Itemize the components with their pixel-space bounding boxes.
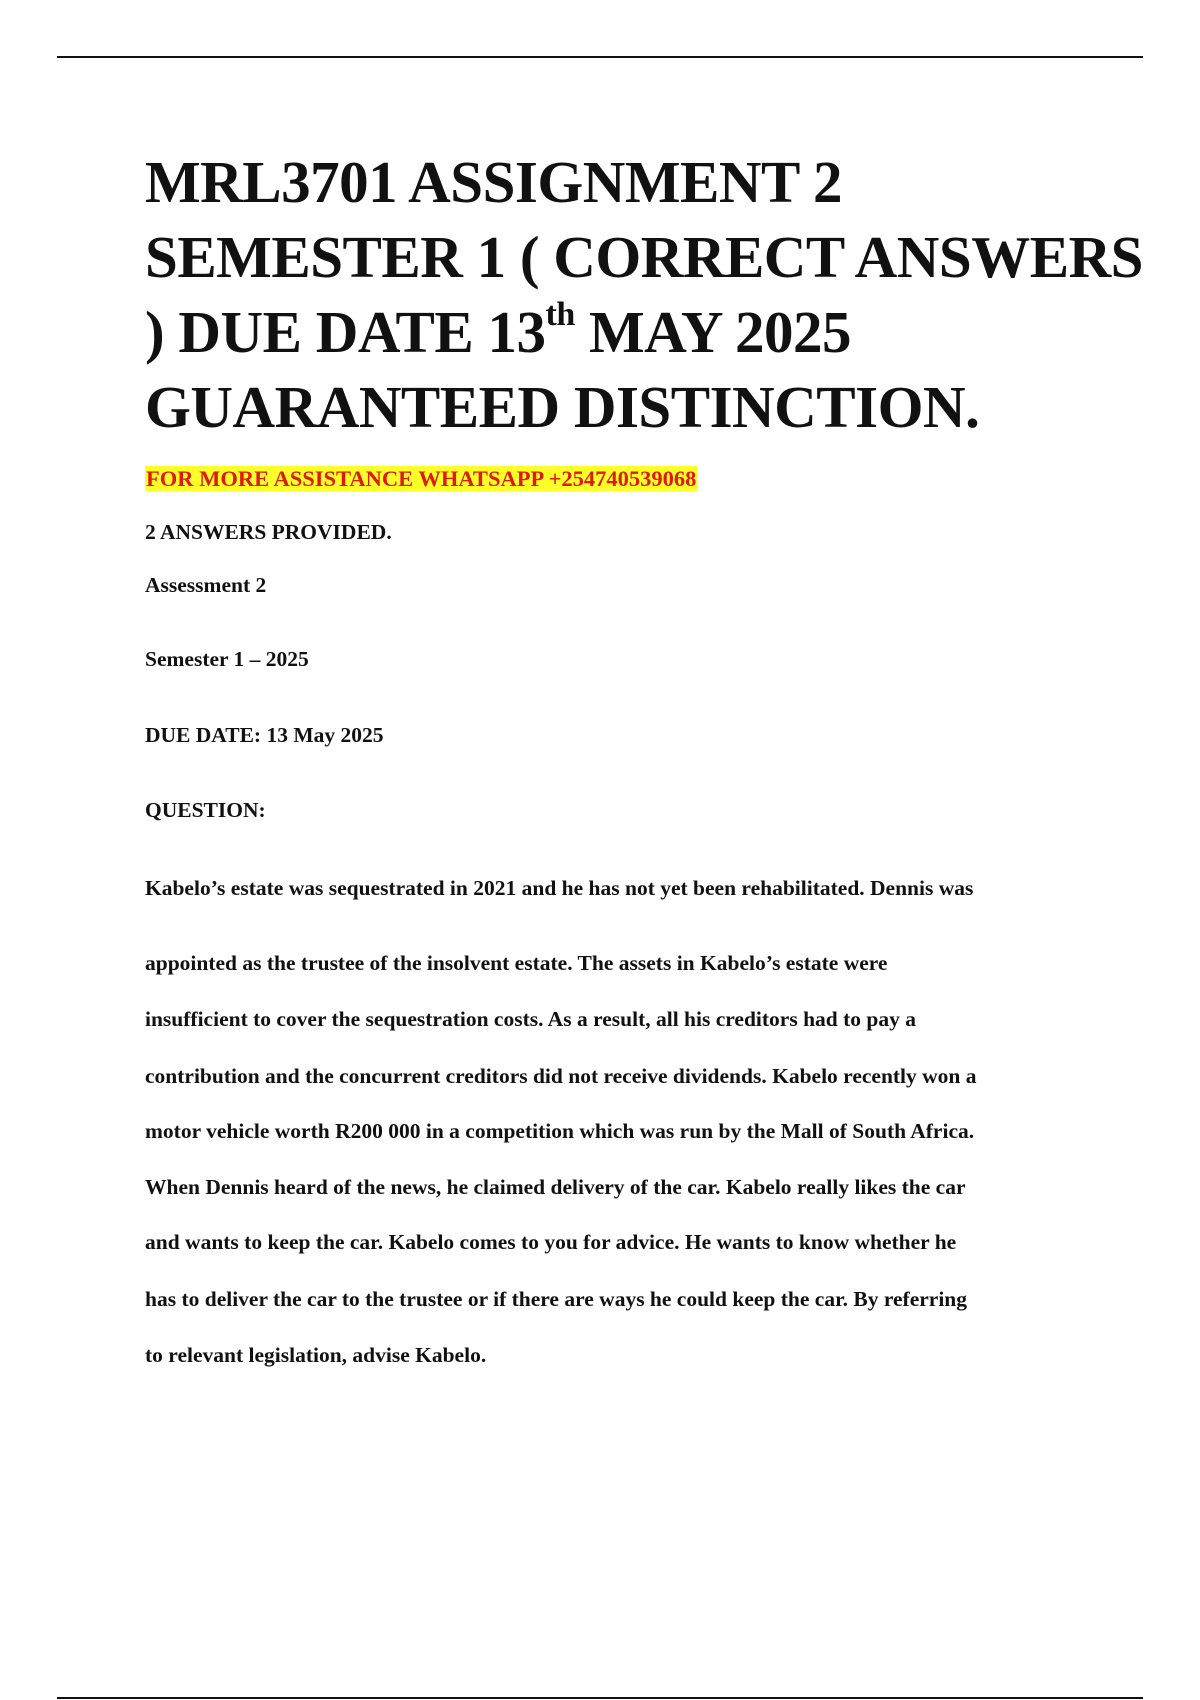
question-line: to relevant legislation, advise Kabelo. — [145, 1343, 487, 1367]
question-line: and wants to keep the car. Kabelo comes to you for advice. He wants to know whether he — [145, 1230, 957, 1254]
question-line: motor vehicle worth R200 000 in a competition which was run by the Mall of South Africa. — [145, 1119, 975, 1143]
title-text-part1: MRL3701 ASSIGNMENT 2 SEMESTER 1 ( CORRECT ANSWERS ) DUE DATE 13 — [145, 149, 1143, 365]
top-rule — [57, 56, 1143, 58]
answers-provided: 2 ANSWERS PROVIDED. — [145, 520, 392, 544]
assessment-label: Assessment 2 — [145, 573, 267, 597]
title-superscript: th — [545, 296, 575, 334]
question-line: appointed as the trustee of the insolvent estate. The assets in Kabelo’s estate were — [145, 951, 888, 975]
question-line: has to deliver the car to the trustee or if there are ways he could keep the car. By referring — [145, 1287, 968, 1311]
document-title — [145, 145, 1155, 445]
question-line: contribution and the concurrent creditors did not receive dividends. Kabelo recently won a — [145, 1064, 977, 1088]
title-text-part2: MAY 2025 GUARANTEED DISTINCTION. — [145, 299, 980, 440]
question-line: insufficient to cover the sequestration costs. As a result, all his creditors had to pay a — [145, 1007, 916, 1031]
assistance-line — [145, 465, 697, 492]
question-line: When Dennis heard of the news, he claimed delivery of the car. Kabelo really likes the car — [145, 1175, 966, 1199]
semester-label: Semester 1 – 2025 — [145, 647, 309, 671]
assistance-highlight: FOR MORE ASSISTANCE WHATSAPP +254740539068 — [146, 466, 697, 491]
question-line: Kabelo’s estate was sequestrated in 2021 and he has not yet been rehabilitated. Dennis was — [145, 876, 974, 900]
question-heading: QUESTION: — [145, 798, 266, 822]
due-date: DUE DATE: 13 May 2025 — [145, 723, 384, 747]
bottom-rule — [57, 1697, 1143, 1699]
